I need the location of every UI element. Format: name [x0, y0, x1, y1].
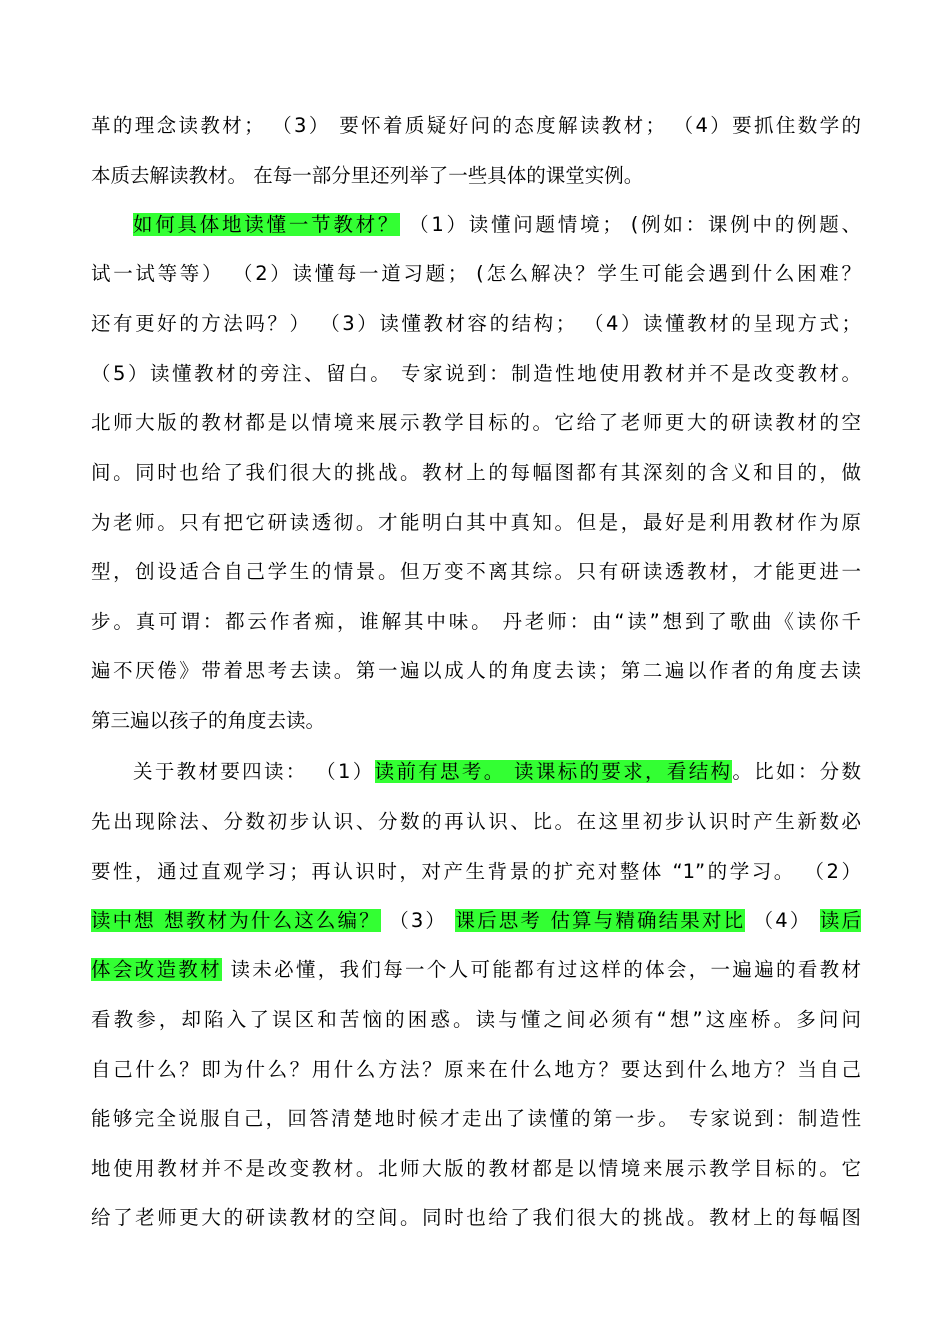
- text-run: 能够完全说服自己，回答清楚地时候才走出了读懂的第一步。 专家说到：制造性: [91, 1107, 861, 1130]
- text-line: [91, 254, 861, 294]
- text-line: [91, 852, 861, 892]
- text-run: 为老师。只有把它研读透彻。才能明白其中真知。但是，最好是利用教材作为原: [91, 511, 861, 534]
- highlighted-text: 体会改造教材: [91, 958, 222, 981]
- text-line: [91, 1099, 861, 1139]
- text-line: [91, 1050, 861, 1090]
- text-run: 步。真可谓：都云作者痴，谁解其中味。 丹老师：由“读”想到了歌曲《读你千: [91, 610, 861, 633]
- text-line: [91, 651, 861, 691]
- text-run: （1）读懂问题情境； (例如：课例中的例题、: [400, 213, 861, 236]
- text-run: 读未必懂，我们每一个人可能都有过这样的体会，一遍遍的看教材: [221, 958, 861, 981]
- text-line: [91, 701, 861, 741]
- text-line: [91, 503, 861, 543]
- text-line: [91, 304, 861, 344]
- highlighted-text: 读中想 想教材为什么这么编？: [91, 909, 381, 932]
- text-run: 关于教材要四读： （1）: [133, 760, 375, 783]
- text-run: 革的理念读教材； （3） 要怀着质疑好问的态度解读教材； （4）要抓住数学的: [91, 114, 861, 137]
- highlighted-text: 读后: [819, 909, 861, 932]
- text-run: 自己什么？即为什么？用什么方法？原来在什么地方？要达到什么地方？当自己: [91, 1058, 861, 1081]
- text-run: 还有更好的方法吗？） （3）读懂教材容的结构； （4）读懂教材的呈现方式；: [91, 312, 861, 335]
- text-run: 要性，通过直观学习；再认识时，对产生背景的扩充对整体 “1”的学习。 （2）: [91, 860, 861, 883]
- text-run: （4）: [745, 909, 820, 932]
- text-line: [91, 1000, 861, 1040]
- text-run: （3）: [380, 909, 456, 932]
- text-run: 。比如：分数: [732, 760, 862, 783]
- text-line: [91, 1198, 861, 1238]
- highlighted-text: 课后思考 估算与精确结果对比: [455, 909, 746, 932]
- text-line: [91, 950, 861, 990]
- text-run: 间。同时也给了我们很大的挑战。教材上的每幅图都有其深刻的含义和目的，做: [91, 461, 861, 484]
- text-run: 本质去解读教材。 在每一部分里还列举了一些具体的课堂实例。: [91, 164, 644, 187]
- text-line: [91, 1149, 861, 1189]
- text-run: 试一试等等） （2）读懂每一道习题； (怎么解决？学生可能会遇到什么困难？: [91, 262, 861, 285]
- text-line: [91, 802, 861, 842]
- text-run: 看教参，却陷入了误区和苦恼的困惑。读与懂之间必须有“想”这座桥。多问问: [91, 1008, 861, 1031]
- text-line: [91, 552, 861, 592]
- text-run: 北师大版的教材都是以情境来展示教学目标的。它给了老师更大的研读教材的空: [91, 411, 861, 434]
- text-line: [91, 106, 861, 146]
- text-run: 地使用教材并不是改变教材。北师大版的教材都是以情境来展示教学目标的。它: [91, 1157, 861, 1180]
- text-line: [91, 354, 861, 394]
- text-line: [91, 901, 861, 941]
- text-line: [91, 403, 861, 443]
- highlighted-text: 如何具体地读懂一节教材？: [133, 213, 401, 236]
- text-line: [133, 752, 861, 792]
- text-run: （5）读懂教材的旁注、留白。 专家说到：制造性地使用教材并不是改变教材。: [91, 362, 861, 385]
- text-run: 型，创设适合自己学生的情景。但万变不离其综。只有研读透教材，才能更进一: [91, 560, 861, 583]
- highlighted-text: 读前有思考。 读课标的要求，看结构: [374, 760, 733, 783]
- text-line: [91, 602, 861, 642]
- text-line: [133, 205, 861, 245]
- text-run: 遍不厌倦》带着思考去读。第一遍以成人的角度去读；第二遍以作者的角度去读: [91, 659, 861, 682]
- text-run: 第三遍以孩子的角度去读。: [91, 709, 326, 732]
- text-run: 给了老师更大的研读教材的空间。同时也给了我们很大的挑战。教材上的每幅图: [91, 1206, 861, 1229]
- text-run: 先出现除法、分数初步认识、分数的再认识、比。在这里初步认识时产生新数必: [91, 810, 861, 833]
- text-line: [91, 453, 861, 493]
- text-line: [91, 156, 861, 196]
